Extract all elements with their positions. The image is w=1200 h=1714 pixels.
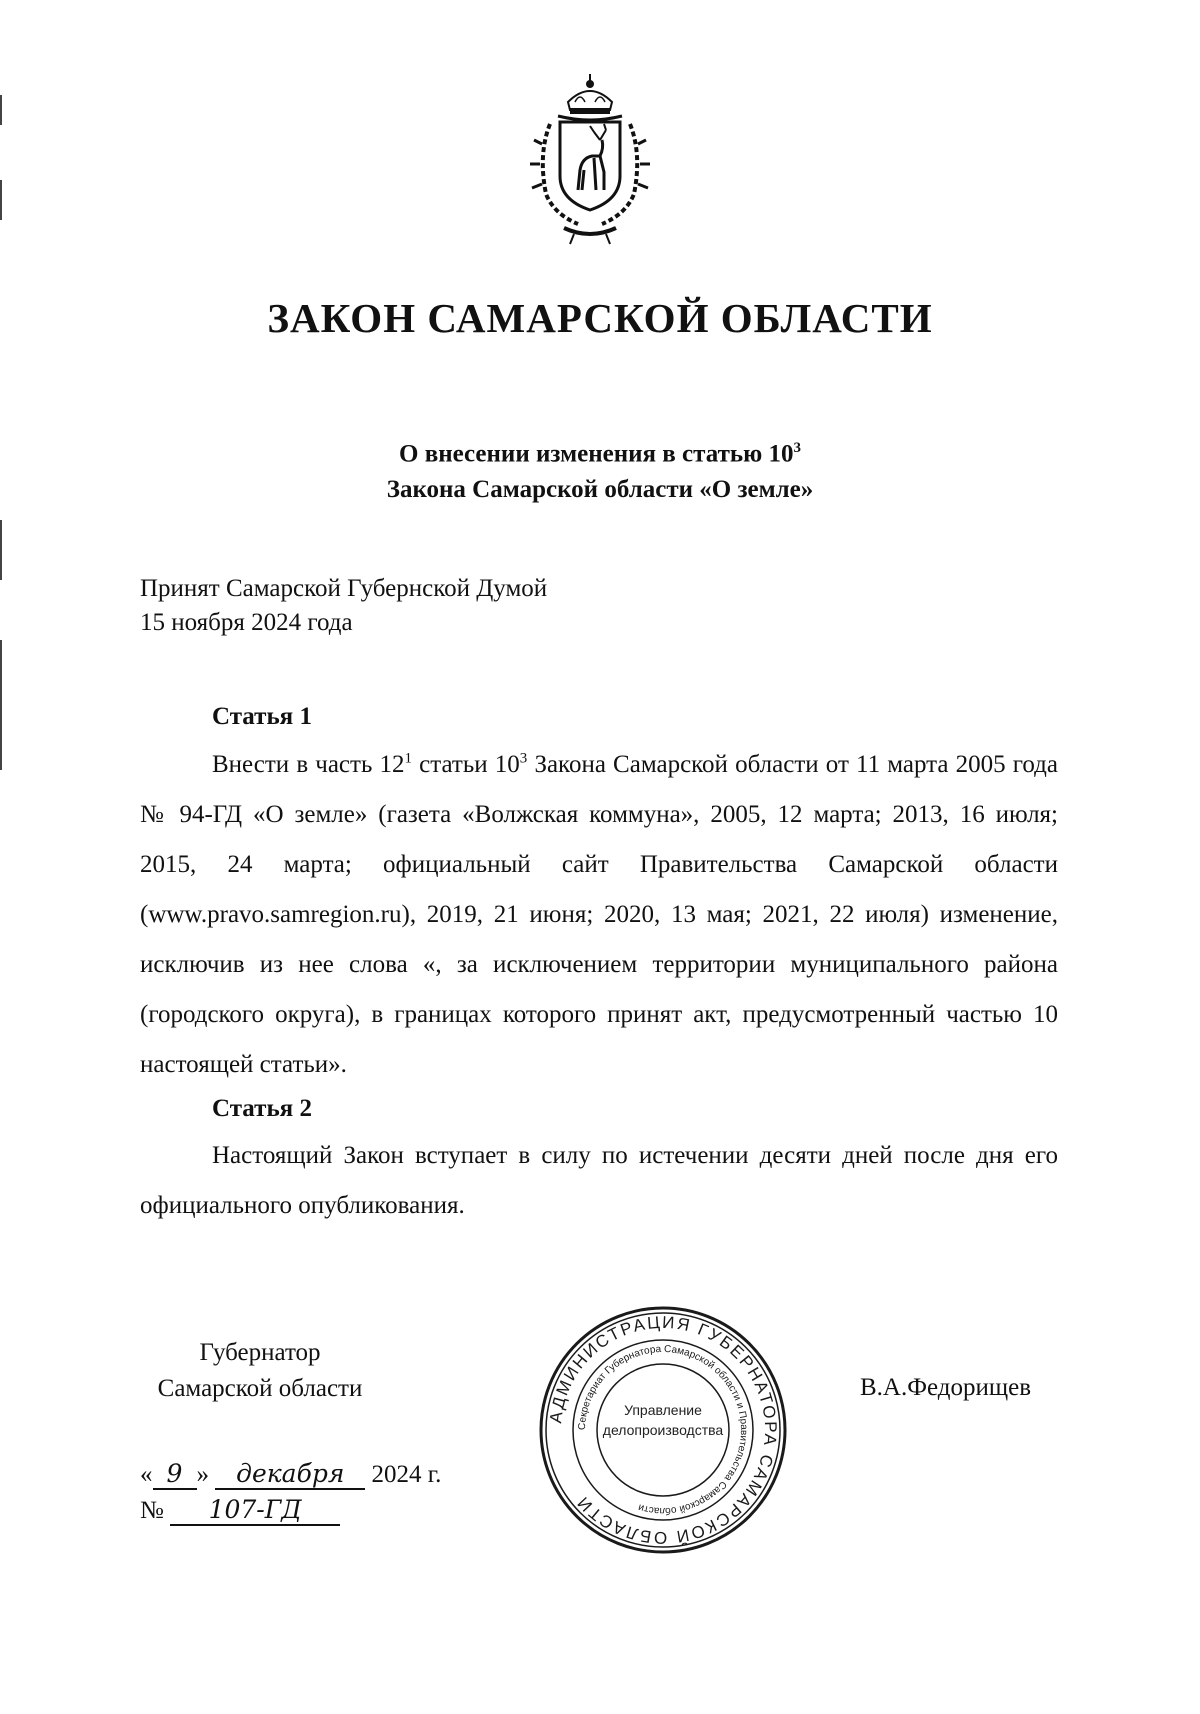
- signer-position-line-2: Самарской области: [157, 1375, 363, 1402]
- date-day: 9: [153, 1460, 197, 1490]
- article-1-text-part1: Внести в часть 12: [212, 751, 405, 778]
- date-quote-close: »: [196, 1461, 209, 1488]
- stamp-outer-text: АДМИНИСТРАЦИЯ ГУБЕРНАТОРА САМАРСКОЙ ОБЛАСТИ: [546, 1312, 781, 1548]
- stamp-center-label: [594, 1400, 732, 1440]
- article-1-text-part2: статьи 10: [412, 751, 520, 778]
- signing-date: [140, 1460, 441, 1490]
- article-1-sup-1: 1: [404, 750, 413, 767]
- law-number: [140, 1496, 340, 1526]
- law-subtitle: [0, 430, 1200, 508]
- signer-position-line-1: Губернатор: [199, 1339, 321, 1366]
- scan-edge-mark: [0, 640, 2, 770]
- scan-edge-mark: [0, 180, 2, 220]
- article-2-body: Настоящий Закон вступает в силу по истечении десяти дней после дня его официального опубликования.: [140, 1142, 1058, 1219]
- stamp-center-line-2: делопроизводства: [602, 1422, 724, 1438]
- adopted-date: 15 ноября 2024 года: [140, 609, 353, 636]
- adopted-by: Принят Самарской Губернской Думой: [140, 575, 548, 602]
- stamp-center-line-1: Управление: [624, 1402, 702, 1418]
- number-value: 107-ГД: [170, 1496, 340, 1526]
- adoption-info: [140, 572, 547, 640]
- subtitle-line-1: О внесении изменения в статью 10: [399, 440, 794, 468]
- article-2-heading: Статья 2: [212, 1095, 312, 1122]
- subtitle-superscript: 3: [793, 440, 801, 456]
- article-1-body: [140, 740, 1058, 1090]
- stamp-inner-text: Секретариат Губернатора Самарской области и Правительства Самарской области: [576, 1343, 750, 1517]
- signer-name: В.А.Федорищев: [860, 1374, 1031, 1401]
- scan-edge-mark: [0, 520, 2, 580]
- date-year: 2024 г.: [371, 1461, 442, 1488]
- scan-edge-mark: [0, 95, 2, 125]
- signer-position: [140, 1335, 380, 1407]
- subtitle-line-2: Закона Самарской области «О земле»: [386, 476, 814, 504]
- coat-of-arms-icon: [520, 74, 660, 246]
- article-1-text-part3: Закона Самарской области от 11 марта 2005 года № 94-ГД «О земле» (газета «Волжская коммуна», 2005, 12 марта; 2013, 16 июля; 2015, 24 марта; официальный сайт Правительства Самарской области (www.pravo.samregion.ru), 2019, 21 июня; 2020, 13 мая; 2021, 22 июля) изменение, исключив из нее слова «, за исключением территории муниципального района (городского округа), в границах которого принят акт, предусмотренный частью 10 настоящей статьи».: [140, 751, 1058, 1078]
- date-quote-open: «: [140, 1461, 153, 1488]
- article-1-sup-2: 3: [519, 750, 528, 767]
- number-label: №: [140, 1497, 164, 1524]
- article-1-heading: Статья 1: [212, 703, 312, 730]
- law-title: ЗАКОН САМАРСКОЙ ОБЛАСТИ: [267, 295, 933, 341]
- date-month: декабря: [215, 1460, 365, 1490]
